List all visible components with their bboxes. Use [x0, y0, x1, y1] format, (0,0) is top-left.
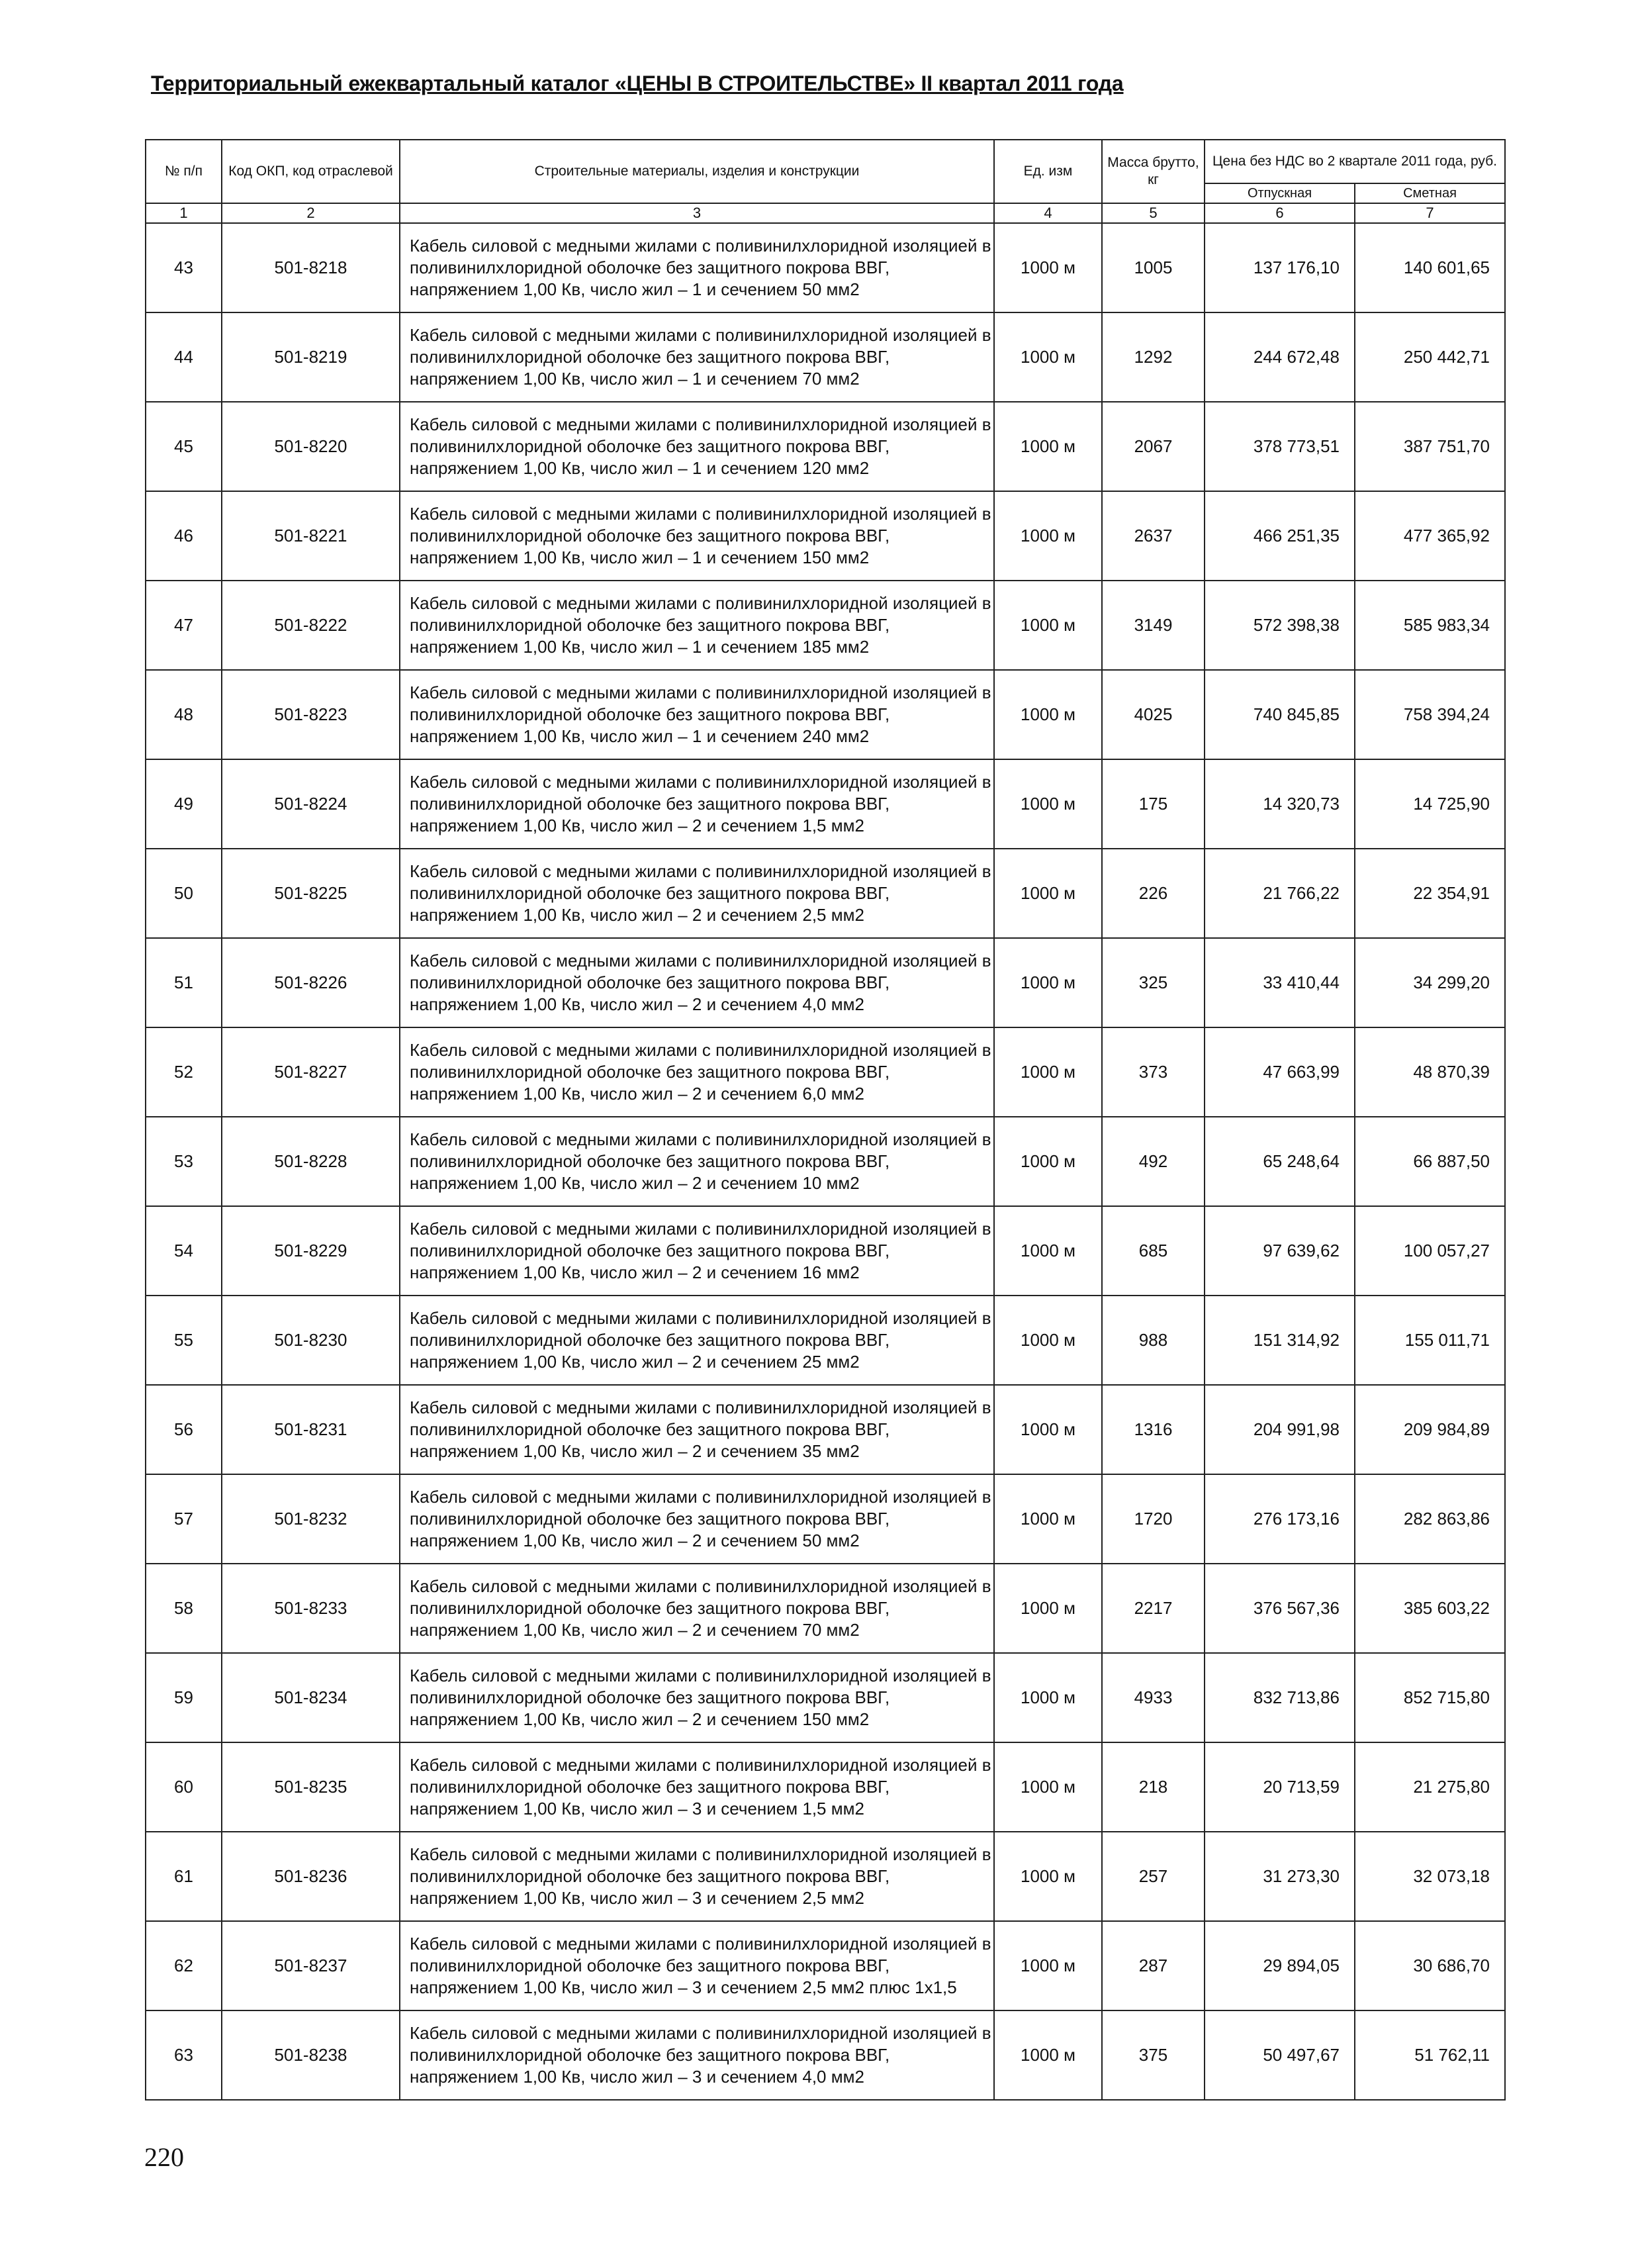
material-description: Кабель силовой с медными жилами с поливинилхлоридной изоляцией в поливинилхлоридной оболочке без защитного покрова ВВГ, напряжением 1,00 Кв, число жил – 1 и сечением 120 мм2	[400, 402, 994, 491]
row-number: 52	[146, 1027, 222, 1117]
price-estimate: 385 603,22	[1355, 1564, 1505, 1653]
price-release: 14 320,73	[1205, 759, 1355, 849]
price-estimate: 48 870,39	[1355, 1027, 1505, 1117]
price-estimate: 51 762,11	[1355, 2010, 1505, 2100]
table-row	[146, 1921, 1505, 2010]
material-description: Кабель силовой с медными жилами с поливинилхлоридной изоляцией в поливинилхлоридной оболочке без защитного покрова ВВГ, напряжением 1,00 Кв, число жил – 3 и сечением 2,5 мм2 плюс 1х1,5	[400, 1921, 994, 2010]
table-row	[146, 2010, 1505, 2100]
price-estimate: 30 686,70	[1355, 1921, 1505, 2010]
gross-mass: 375	[1102, 2010, 1205, 2100]
column-number: 2	[222, 203, 400, 223]
unit-of-measure: 1000 м	[994, 223, 1102, 312]
col-header-unit: Ед. изм	[994, 140, 1102, 203]
price-release: 244 672,48	[1205, 312, 1355, 402]
unit-of-measure: 1000 м	[994, 402, 1102, 491]
price-estimate: 22 354,91	[1355, 849, 1505, 938]
price-release: 832 713,86	[1205, 1653, 1355, 1742]
table-row	[146, 402, 1505, 491]
gross-mass: 1316	[1102, 1385, 1205, 1474]
gross-mass: 226	[1102, 849, 1205, 938]
gross-mass: 1005	[1102, 223, 1205, 312]
price-estimate: 140 601,65	[1355, 223, 1505, 312]
table-row	[146, 670, 1505, 759]
unit-of-measure: 1000 м	[994, 1385, 1102, 1474]
table-row	[146, 1564, 1505, 1653]
unit-of-measure: 1000 м	[994, 2010, 1102, 2100]
okp-code: 501-8233	[222, 1564, 400, 1653]
row-number: 48	[146, 670, 222, 759]
table-row	[146, 1474, 1505, 1564]
okp-code: 501-8236	[222, 1832, 400, 1921]
row-number: 56	[146, 1385, 222, 1474]
material-description: Кабель силовой с медными жилами с поливинилхлоридной изоляцией в поливинилхлоридной оболочке без защитного покрова ВВГ, напряжением 1,00 Кв, число жил – 3 и сечением 4,0 мм2	[400, 2010, 994, 2100]
table-row	[146, 1653, 1505, 1742]
okp-code: 501-8218	[222, 223, 400, 312]
gross-mass: 1292	[1102, 312, 1205, 402]
okp-code: 501-8237	[222, 1921, 400, 2010]
price-release: 33 410,44	[1205, 938, 1355, 1027]
price-release: 20 713,59	[1205, 1742, 1355, 1832]
price-release: 47 663,99	[1205, 1027, 1355, 1117]
price-estimate: 34 299,20	[1355, 938, 1505, 1027]
gross-mass: 1720	[1102, 1474, 1205, 1564]
price-estimate: 477 365,92	[1355, 491, 1505, 581]
okp-code: 501-8224	[222, 759, 400, 849]
price-release: 97 639,62	[1205, 1206, 1355, 1296]
material-description: Кабель силовой с медными жилами с поливинилхлоридной изоляцией в поливинилхлоридной оболочке без защитного покрова ВВГ, напряжением 1,00 Кв, число жил – 2 и сечением 150 мм2	[400, 1653, 994, 1742]
okp-code: 501-8219	[222, 312, 400, 402]
price-estimate: 852 715,80	[1355, 1653, 1505, 1742]
table-row	[146, 1206, 1505, 1296]
unit-of-measure: 1000 м	[994, 1027, 1102, 1117]
material-description: Кабель силовой с медными жилами с поливинилхлоридной изоляцией в поливинилхлоридной оболочке без защитного покрова ВВГ, напряжением 1,00 Кв, число жил – 2 и сечением 16 мм2	[400, 1206, 994, 1296]
unit-of-measure: 1000 м	[994, 670, 1102, 759]
column-number: 1	[146, 203, 222, 223]
okp-code: 501-8226	[222, 938, 400, 1027]
row-number: 51	[146, 938, 222, 1027]
material-description: Кабель силовой с медными жилами с поливинилхлоридной изоляцией в поливинилхлоридной оболочке без защитного покрова ВВГ, напряжением 1,00 Кв, число жил – 2 и сечением 35 мм2	[400, 1385, 994, 1474]
row-number: 61	[146, 1832, 222, 1921]
gross-mass: 325	[1102, 938, 1205, 1027]
row-number: 57	[146, 1474, 222, 1564]
okp-code: 501-8235	[222, 1742, 400, 1832]
col-header-price-group: Цена без НДС во 2 квартале 2011 года, руб.	[1205, 140, 1505, 183]
price-estimate: 21 275,80	[1355, 1742, 1505, 1832]
row-number: 63	[146, 2010, 222, 2100]
table-row	[146, 1296, 1505, 1385]
row-number: 50	[146, 849, 222, 938]
price-release: 740 845,85	[1205, 670, 1355, 759]
okp-code: 501-8223	[222, 670, 400, 759]
material-description: Кабель силовой с медными жилами с поливинилхлоридной изоляцией в поливинилхлоридной оболочке без защитного покрова ВВГ, напряжением 1,00 Кв, число жил – 2 и сечением 1,5 мм2	[400, 759, 994, 849]
col-header-code: Код ОКП, код отраслевой	[222, 140, 400, 203]
column-number: 4	[994, 203, 1102, 223]
price-estimate: 66 887,50	[1355, 1117, 1505, 1206]
gross-mass: 492	[1102, 1117, 1205, 1206]
gross-mass: 218	[1102, 1742, 1205, 1832]
table-row	[146, 1117, 1505, 1206]
okp-code: 501-8227	[222, 1027, 400, 1117]
price-release: 466 251,35	[1205, 491, 1355, 581]
unit-of-measure: 1000 м	[994, 938, 1102, 1027]
gross-mass: 2637	[1102, 491, 1205, 581]
unit-of-measure: 1000 м	[994, 312, 1102, 402]
price-release: 276 173,16	[1205, 1474, 1355, 1564]
table-row	[146, 849, 1505, 938]
row-number: 46	[146, 491, 222, 581]
row-number: 59	[146, 1653, 222, 1742]
row-number: 43	[146, 223, 222, 312]
price-release: 378 773,51	[1205, 402, 1355, 491]
gross-mass: 4025	[1102, 670, 1205, 759]
unit-of-measure: 1000 м	[994, 759, 1102, 849]
gross-mass: 373	[1102, 1027, 1205, 1117]
price-release: 572 398,38	[1205, 581, 1355, 670]
gross-mass: 3149	[1102, 581, 1205, 670]
price-table	[145, 139, 1506, 2101]
table-row	[146, 491, 1505, 581]
page-number: 220	[144, 2142, 184, 2172]
price-release: 376 567,36	[1205, 1564, 1355, 1653]
table-row	[146, 1385, 1505, 1474]
unit-of-measure: 1000 м	[994, 1564, 1102, 1653]
material-description: Кабель силовой с медными жилами с поливинилхлоридной изоляцией в поливинилхлоридной оболочке без защитного покрова ВВГ, напряжением 1,00 Кв, число жил – 1 и сечением 185 мм2	[400, 581, 994, 670]
table-row	[146, 1027, 1505, 1117]
gross-mass: 988	[1102, 1296, 1205, 1385]
material-description: Кабель силовой с медными жилами с поливинилхлоридной изоляцией в поливинилхлоридной оболочке без защитного покрова ВВГ, напряжением 1,00 Кв, число жил – 2 и сечением 25 мм2	[400, 1296, 994, 1385]
row-number: 60	[146, 1742, 222, 1832]
gross-mass: 685	[1102, 1206, 1205, 1296]
col-header-price-release: Отпускная	[1205, 183, 1355, 203]
gross-mass: 175	[1102, 759, 1205, 849]
material-description: Кабель силовой с медными жилами с поливинилхлоридной изоляцией в поливинилхлоридной оболочке без защитного покрова ВВГ, напряжением 1,00 Кв, число жил – 1 и сечением 70 мм2	[400, 312, 994, 402]
table-row	[146, 759, 1505, 849]
row-number: 58	[146, 1564, 222, 1653]
table-row	[146, 312, 1505, 402]
price-release: 65 248,64	[1205, 1117, 1355, 1206]
okp-code: 501-8221	[222, 491, 400, 581]
table-body	[146, 223, 1505, 2100]
price-release: 50 497,67	[1205, 2010, 1355, 2100]
price-estimate: 387 751,70	[1355, 402, 1505, 491]
row-number: 47	[146, 581, 222, 670]
material-description: Кабель силовой с медными жилами с поливинилхлоридной изоляцией в поливинилхлоридной оболочке без защитного покрова ВВГ, напряжением 1,00 Кв, число жил – 2 и сечением 2,5 мм2	[400, 849, 994, 938]
material-description: Кабель силовой с медными жилами с поливинилхлоридной изоляцией в поливинилхлоридной оболочке без защитного покрова ВВГ, напряжением 1,00 Кв, число жил – 2 и сечением 6,0 мм2	[400, 1027, 994, 1117]
price-estimate: 758 394,24	[1355, 670, 1505, 759]
okp-code: 501-8234	[222, 1653, 400, 1742]
unit-of-measure: 1000 м	[994, 849, 1102, 938]
price-release: 151 314,92	[1205, 1296, 1355, 1385]
table-row	[146, 223, 1505, 312]
table-row	[146, 1742, 1505, 1832]
material-description: Кабель силовой с медными жилами с поливинилхлоридной изоляцией в поливинилхлоридной оболочке без защитного покрова ВВГ, напряжением 1,00 Кв, число жил – 2 и сечением 50 мм2	[400, 1474, 994, 1564]
row-number: 44	[146, 312, 222, 402]
unit-of-measure: 1000 м	[994, 1653, 1102, 1742]
col-header-num: № п/п	[146, 140, 222, 203]
okp-code: 501-8228	[222, 1117, 400, 1206]
price-estimate: 250 442,71	[1355, 312, 1505, 402]
column-number-row	[146, 203, 1505, 223]
okp-code: 501-8229	[222, 1206, 400, 1296]
okp-code: 501-8225	[222, 849, 400, 938]
table-row	[146, 1832, 1505, 1921]
price-release: 21 766,22	[1205, 849, 1355, 938]
unit-of-measure: 1000 м	[994, 1474, 1102, 1564]
page-title: Территориальный ежеквартальный каталог «ЦЕНЫ В СТРОИТЕЛЬСТВЕ» II квартал 2011 года	[151, 71, 1124, 95]
okp-code: 501-8220	[222, 402, 400, 491]
column-number: 7	[1355, 203, 1505, 223]
material-description: Кабель силовой с медными жилами с поливинилхлоридной изоляцией в поливинилхлоридной оболочке без защитного покрова ВВГ, напряжением 1,00 Кв, число жил – 2 и сечением 10 мм2	[400, 1117, 994, 1206]
column-number: 3	[400, 203, 994, 223]
table-row	[146, 938, 1505, 1027]
okp-code: 501-8222	[222, 581, 400, 670]
row-number: 53	[146, 1117, 222, 1206]
okp-code: 501-8231	[222, 1385, 400, 1474]
row-number: 55	[146, 1296, 222, 1385]
row-number: 54	[146, 1206, 222, 1296]
column-number: 6	[1205, 203, 1355, 223]
material-description: Кабель силовой с медными жилами с поливинилхлоридной изоляцией в поливинилхлоридной оболочке без защитного покрова ВВГ, напряжением 1,00 Кв, число жил – 2 и сечением 70 мм2	[400, 1564, 994, 1653]
material-description: Кабель силовой с медными жилами с поливинилхлоридной изоляцией в поливинилхлоридной оболочке без защитного покрова ВВГ, напряжением 1,00 Кв, число жил – 3 и сечением 1,5 мм2	[400, 1742, 994, 1832]
unit-of-measure: 1000 м	[994, 1296, 1102, 1385]
gross-mass: 4933	[1102, 1653, 1205, 1742]
unit-of-measure: 1000 м	[994, 491, 1102, 581]
unit-of-measure: 1000 м	[994, 1921, 1102, 2010]
price-release: 204 991,98	[1205, 1385, 1355, 1474]
row-number: 62	[146, 1921, 222, 2010]
unit-of-measure: 1000 м	[994, 581, 1102, 670]
okp-code: 501-8232	[222, 1474, 400, 1564]
price-estimate: 100 057,27	[1355, 1206, 1505, 1296]
col-header-price-estimate: Сметная	[1355, 183, 1505, 203]
gross-mass: 257	[1102, 1832, 1205, 1921]
gross-mass: 2067	[1102, 402, 1205, 491]
price-estimate: 32 073,18	[1355, 1832, 1505, 1921]
material-description: Кабель силовой с медными жилами с поливинилхлоридной изоляцией в поливинилхлоридной оболочке без защитного покрова ВВГ, напряжением 1,00 Кв, число жил – 2 и сечением 4,0 мм2	[400, 938, 994, 1027]
price-release: 31 273,30	[1205, 1832, 1355, 1921]
price-estimate: 585 983,34	[1355, 581, 1505, 670]
row-number: 49	[146, 759, 222, 849]
okp-code: 501-8230	[222, 1296, 400, 1385]
table-row	[146, 581, 1505, 670]
material-description: Кабель силовой с медными жилами с поливинилхлоридной изоляцией в поливинилхлоридной оболочке без защитного покрова ВВГ, напряжением 1,00 Кв, число жил – 3 и сечением 2,5 мм2	[400, 1832, 994, 1921]
price-release: 29 894,05	[1205, 1921, 1355, 2010]
col-header-mass: Масса брутто, кг	[1102, 140, 1205, 203]
unit-of-measure: 1000 м	[994, 1832, 1102, 1921]
material-description: Кабель силовой с медными жилами с поливинилхлоридной изоляцией в поливинилхлоридной оболочке без защитного покрова ВВГ, напряжением 1,00 Кв, число жил – 1 и сечением 150 мм2	[400, 491, 994, 581]
unit-of-measure: 1000 м	[994, 1206, 1102, 1296]
unit-of-measure: 1000 м	[994, 1117, 1102, 1206]
row-number: 45	[146, 402, 222, 491]
col-header-materials: Строительные материалы, изделия и конструкции	[400, 140, 994, 203]
unit-of-measure: 1000 м	[994, 1742, 1102, 1832]
material-description: Кабель силовой с медными жилами с поливинилхлоридной изоляцией в поливинилхлоридной оболочке без защитного покрова ВВГ, напряжением 1,00 Кв, число жил – 1 и сечением 240 мм2	[400, 670, 994, 759]
price-estimate: 14 725,90	[1355, 759, 1505, 849]
price-release: 137 176,10	[1205, 223, 1355, 312]
price-estimate: 282 863,86	[1355, 1474, 1505, 1564]
price-estimate: 155 011,71	[1355, 1296, 1505, 1385]
gross-mass: 2217	[1102, 1564, 1205, 1653]
table-header	[146, 140, 1505, 223]
okp-code: 501-8238	[222, 2010, 400, 2100]
material-description: Кабель силовой с медными жилами с поливинилхлоридной изоляцией в поливинилхлоридной оболочке без защитного покрова ВВГ, напряжением 1,00 Кв, число жил – 1 и сечением 50 мм2	[400, 223, 994, 312]
column-number: 5	[1102, 203, 1205, 223]
gross-mass: 287	[1102, 1921, 1205, 2010]
price-estimate: 209 984,89	[1355, 1385, 1505, 1474]
